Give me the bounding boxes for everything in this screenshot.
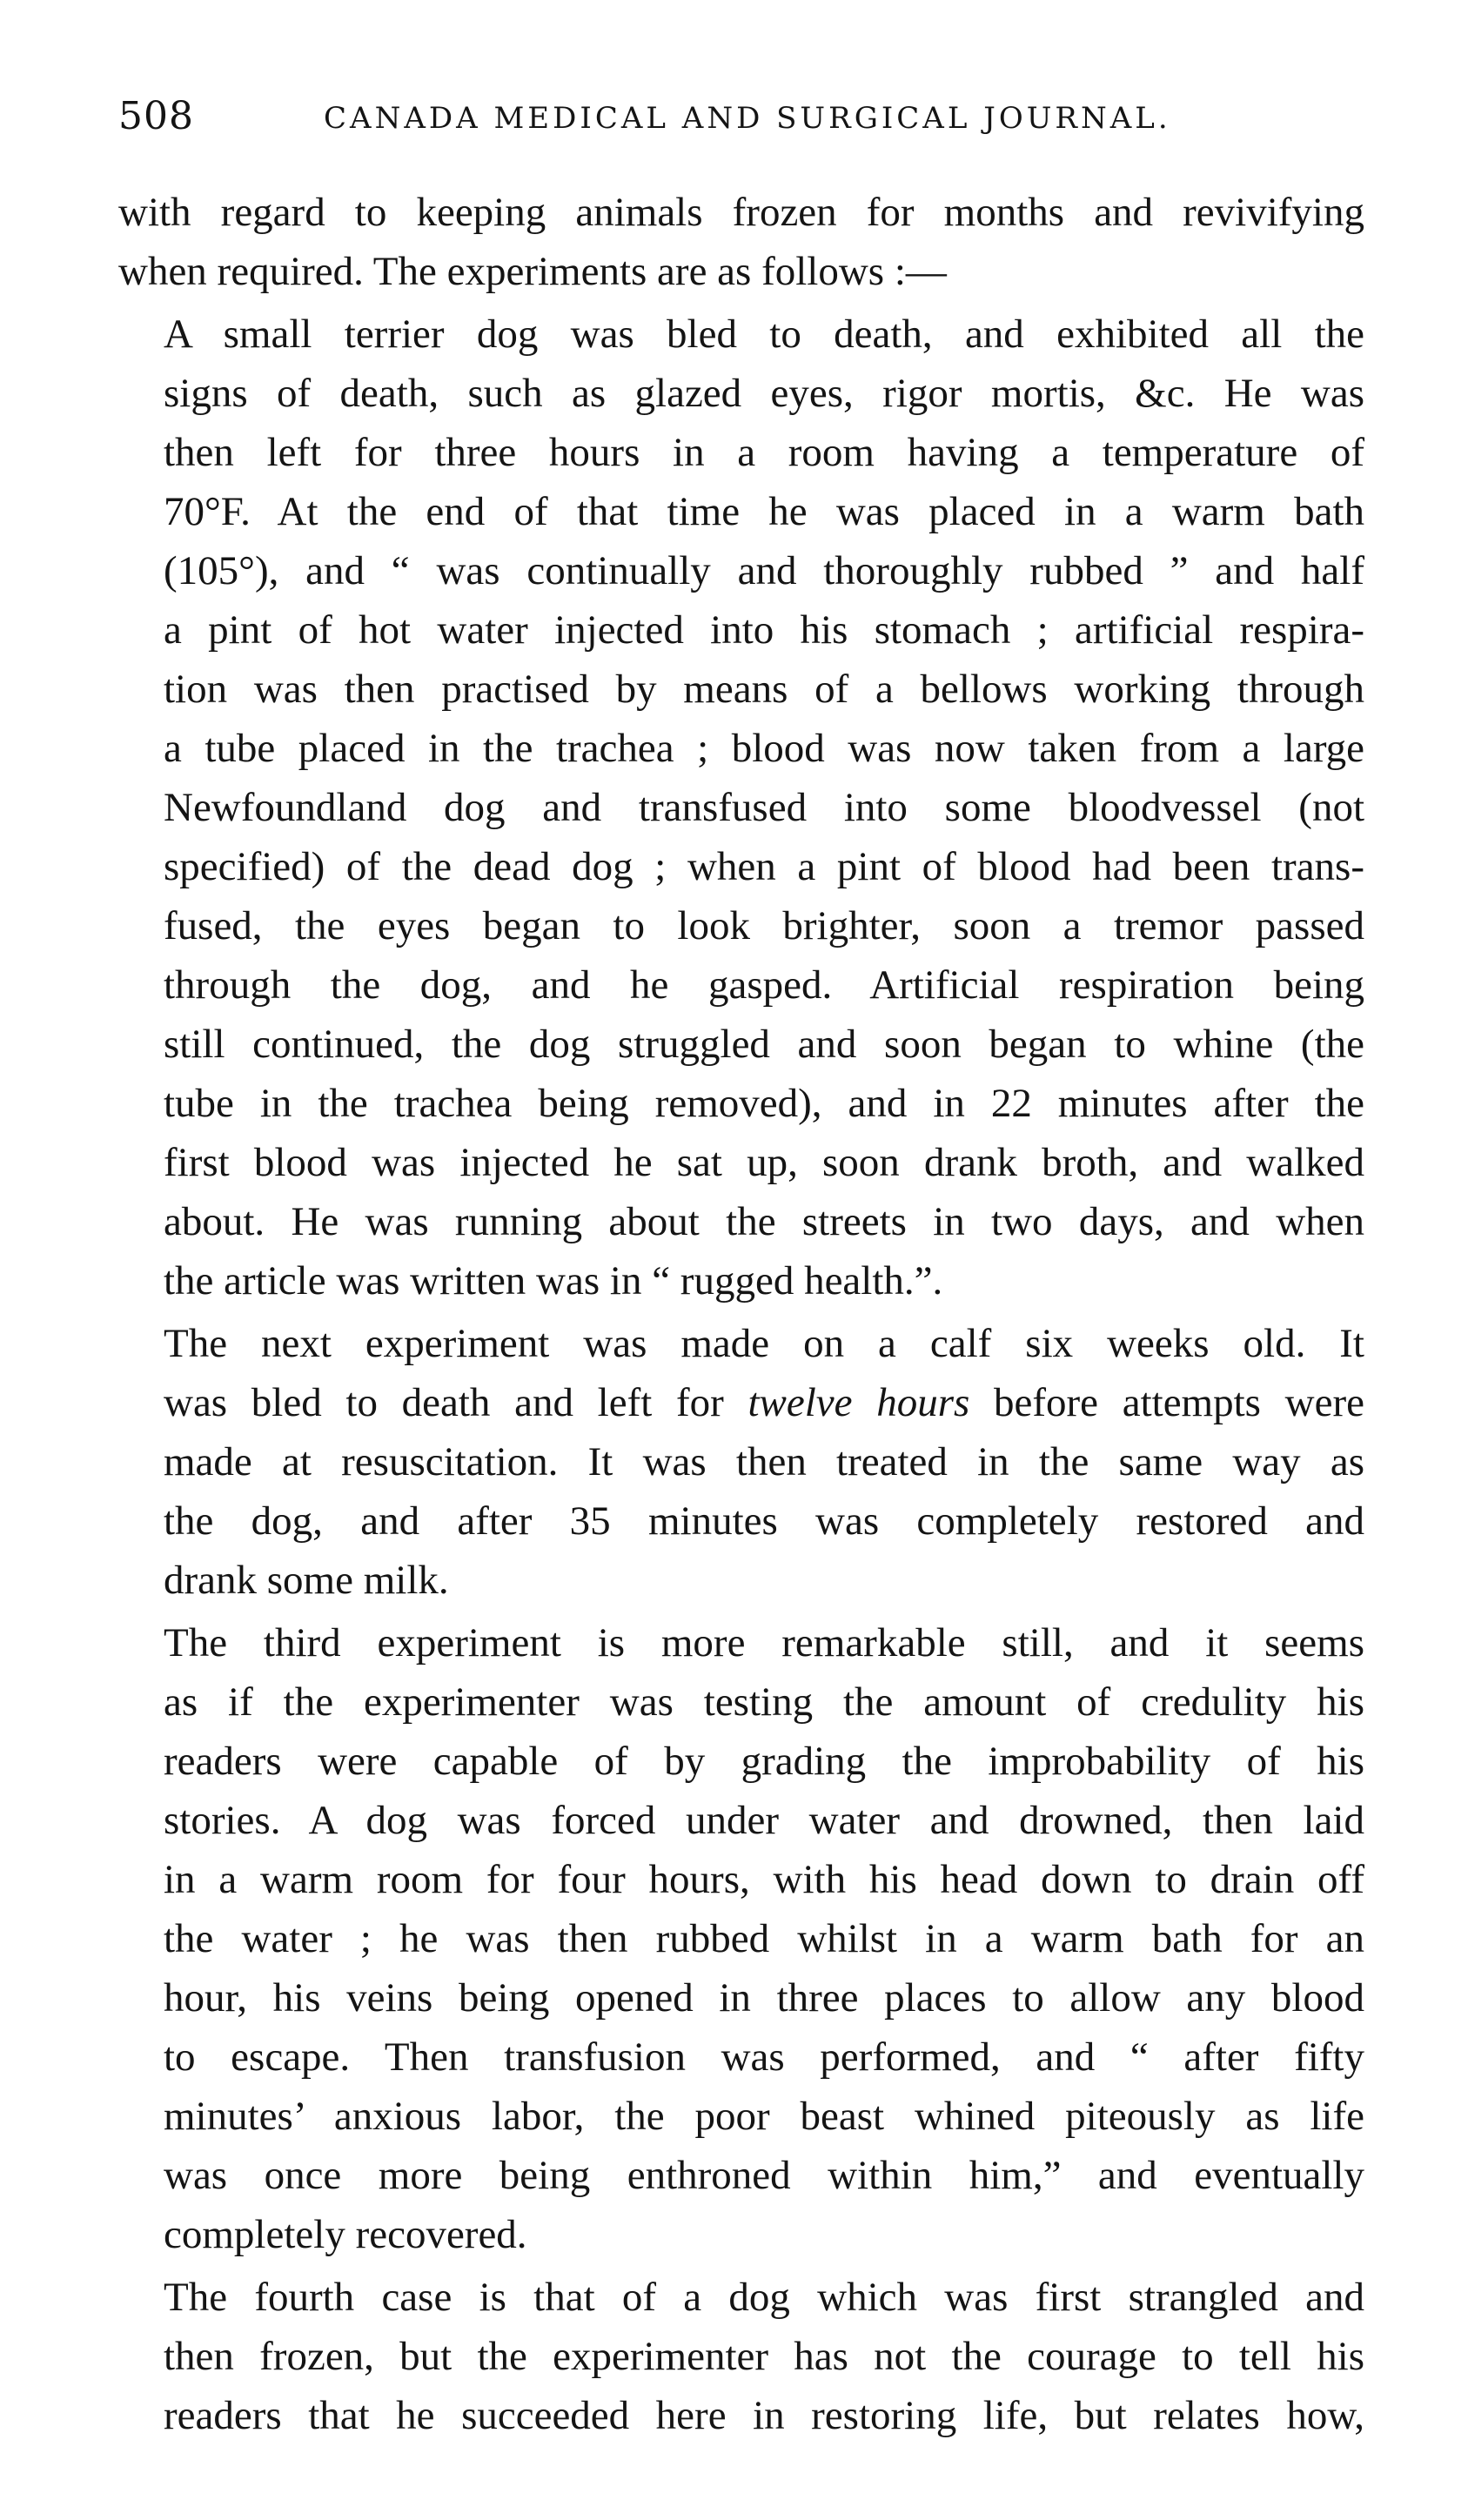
text-line: a pint of hot water injected into his stomach ; artificial respira- xyxy=(164,607,1364,653)
text-line-mixed xyxy=(118,1373,1364,1432)
paragraph-3 xyxy=(118,1314,1364,1610)
text-line: still continued, the dog struggled and soon began to whine (the xyxy=(164,1022,1364,1067)
journal-page xyxy=(118,87,1364,2449)
article-body xyxy=(118,183,1364,2445)
text-line: The third experiment is more remarkable still, and it seems xyxy=(164,1620,1364,1665)
text-line: the article was written was in “ rugged health.”. xyxy=(164,1258,943,1304)
journal-title: CANADA MEDICAL AND SURGICAL JOURNAL. xyxy=(324,101,1171,136)
text-run: before attempts were xyxy=(969,1380,1364,1425)
page-number: 508 xyxy=(118,94,194,138)
text-line: The fourth case is that of a dog which was first strangled and xyxy=(164,2275,1364,2320)
text-line: to escape. Then transfusion was performed, and “ after fifty xyxy=(164,2034,1364,2080)
text-line: then left for three hours in a room having a temperature of xyxy=(164,430,1364,475)
text-line: the dog, and after 35 minutes was completely restored and xyxy=(164,1498,1364,1544)
text-line: with regard to keeping animals frozen for months and revivifying xyxy=(118,190,1364,235)
text-line: The next experiment was made on a calf six weeks old. It xyxy=(164,1321,1364,1366)
text-line: minutes’ anxious labor, the poor beast whined piteously as life xyxy=(164,2094,1364,2139)
paragraph-5 xyxy=(118,2268,1364,2445)
running-head xyxy=(118,87,1364,148)
italic-phrase: twelve hours xyxy=(747,1380,970,1425)
text-line: readers were capable of by grading the improbability of his xyxy=(164,1739,1364,1784)
paragraph-2 xyxy=(118,305,1364,1310)
text-line: then frozen, but the experimenter has not the courage to tell his xyxy=(164,2334,1364,2379)
text-line: specified) of the dead dog ; when a pint of blood had been trans- xyxy=(164,844,1364,889)
text-line: hour, his veins being opened in three places to allow any blood xyxy=(164,1975,1364,2021)
text-line: completely recovered. xyxy=(164,2212,527,2257)
text-line: when required. The experiments are as follows :— xyxy=(118,249,947,294)
text-line: the water ; he was then rubbed whilst in a warm bath for an xyxy=(164,1916,1364,1961)
text-line: first blood was injected he sat up, soon drank broth, and walked xyxy=(164,1140,1364,1185)
text-line: made at resuscitation. It was then treated in the same way as xyxy=(164,1439,1364,1485)
text-line: Newfoundland dog and transfused into some bloodvessel (not xyxy=(164,785,1364,830)
paragraph-4 xyxy=(118,1613,1364,2264)
text-line: through the dog, and he gasped. Artificial respiration being xyxy=(164,962,1364,1008)
text-line: stories. A dog was forced under water and drowned, then laid xyxy=(164,1798,1364,1843)
text-line: tion was then practised by means of a bellows working through xyxy=(164,667,1364,712)
text-run: was bled to death and left for xyxy=(164,1380,748,1425)
text-line: was once more being enthroned within him,” and eventually xyxy=(164,2153,1364,2198)
text-line: 70°F. At the end of that time he was placed in a warm bath xyxy=(164,489,1364,534)
text-line: about. He was running about the streets in two days, and when xyxy=(164,1199,1364,1244)
paragraph-1 xyxy=(118,183,1364,301)
text-line: A small terrier dog was bled to death, and exhibited all the xyxy=(164,312,1364,357)
text-line: as if the experimenter was testing the amount of credulity his xyxy=(164,1679,1364,1725)
text-line: drank some milk. xyxy=(164,1558,449,1603)
text-line: readers that he succeeded here in restoring life, but relates how, xyxy=(164,2393,1364,2438)
text-line: fused, the eyes began to look brighter, soon a tremor passed xyxy=(164,903,1364,948)
text-line: signs of death, such as glazed eyes, rigor mortis, &c. He was xyxy=(164,371,1364,416)
text-line: a tube placed in the trachea ; blood was now taken from a large xyxy=(164,726,1364,771)
text-line: in a warm room for four hours, with his head down to drain off xyxy=(164,1857,1364,1902)
text-line: (105°), and “ was continually and thoroughly rubbed ” and half xyxy=(164,548,1364,593)
text-line: tube in the trachea being removed), and in 22 minutes after the xyxy=(164,1081,1364,1126)
